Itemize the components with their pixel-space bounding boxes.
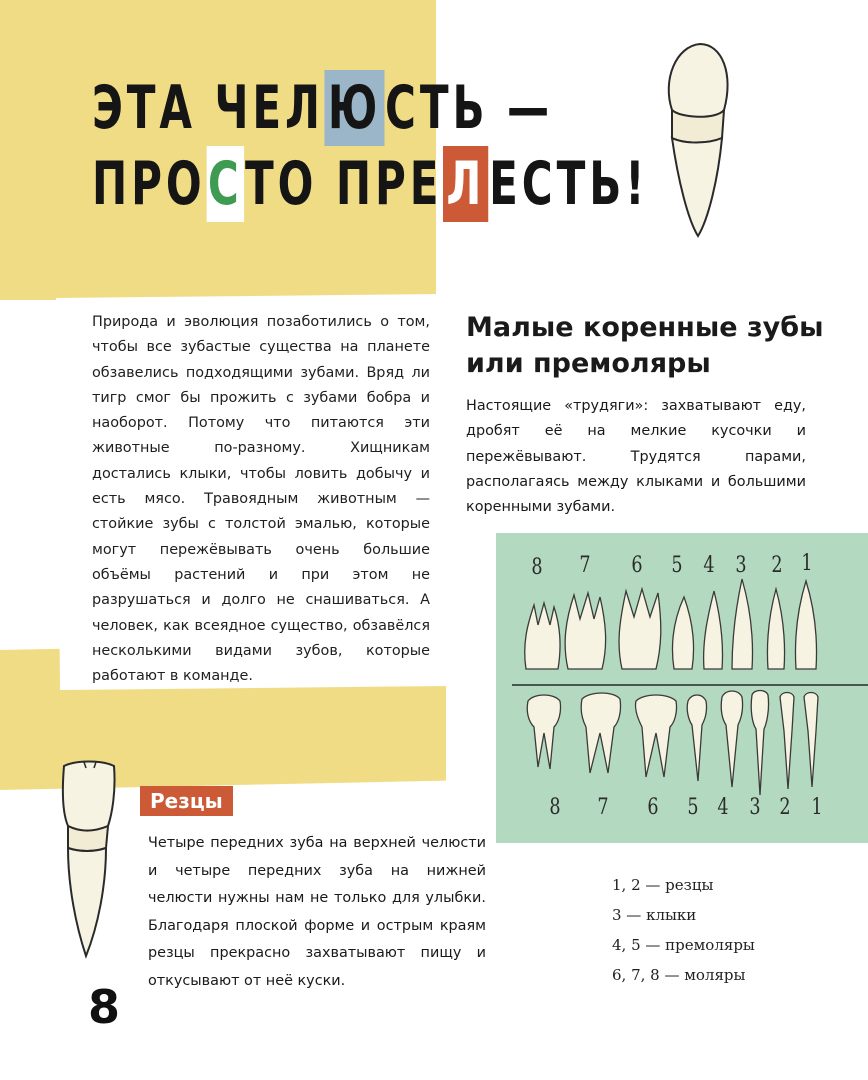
premolars-heading [466, 310, 846, 382]
legend-item: 1, 2 — резцы [612, 876, 714, 894]
title-highlight-green: С [206, 146, 244, 222]
upper-premolar-5 [672, 597, 693, 669]
title-text: ТО ПРЕ [245, 149, 443, 219]
top-number-2: 2 [771, 553, 783, 578]
upper-premolar-4 [704, 591, 723, 669]
bottom-number-4: 4 [717, 795, 729, 820]
upper-molar-7 [565, 593, 606, 669]
canine-tooth-illustration [658, 40, 738, 240]
premolars-heading-line-2: или премоляры [466, 348, 711, 379]
upper-incisor-1 [795, 581, 816, 669]
premolars-paragraph: Настоящие «трудяги»: захватывают еду, дробят её на мелкие кусочки и пережёвывают. Трудятся парами, располагаясь между клыками и большими коренными зубами. [466, 398, 806, 516]
bottom-number-6: 6 [647, 795, 659, 820]
upper-canine-3 [732, 579, 753, 669]
lower-incisor-2 [780, 693, 794, 790]
title-text: ПРО [92, 149, 206, 219]
lower-molar-7 [581, 693, 620, 773]
lower-molar-6 [635, 695, 676, 777]
title-highlight-red: Л [443, 146, 488, 222]
top-number-3: 3 [735, 553, 747, 578]
lower-molar-8 [527, 695, 560, 769]
legend-item: 4, 5 — премоляры [612, 936, 755, 954]
incisors-paragraph: Четыре передних зуба на верхней челюсти и четыре передних зуба на нижней челюсти нужны нам не только для улыбки. Благодаря плоской форме и острым краям резцы прекрасно захватывают пищу и откусывают от неё куски. [148, 835, 486, 989]
lower-incisor-1 [804, 693, 818, 788]
legend-item: 6, 7, 8 — моляры [612, 966, 746, 984]
top-number-8: 8 [531, 555, 543, 580]
bottom-number-8: 8 [549, 795, 561, 820]
page-title [92, 70, 648, 222]
bottom-number-7: 7 [597, 795, 609, 820]
incisors-badge: Резцы [140, 786, 233, 816]
title-text: СТЬ — [385, 73, 554, 143]
top-number-5: 5 [671, 553, 683, 578]
lower-premolar-5 [687, 695, 706, 781]
lower-premolar-4 [721, 691, 742, 787]
incisor-tooth-illustration [54, 756, 124, 966]
bottom-number-5: 5 [687, 795, 699, 820]
title-highlight-blue: Ю [325, 70, 385, 146]
bottom-number-3: 3 [749, 795, 761, 820]
title-text: ЕСТЬ! [489, 149, 649, 219]
lower-canine-3 [751, 691, 768, 796]
premolars-heading-line-1: Малые коренные зубы [466, 312, 824, 343]
upper-incisor-2 [767, 589, 784, 669]
top-number-6: 6 [631, 553, 643, 578]
upper-molar-8 [525, 603, 560, 669]
lower-teeth [527, 691, 818, 796]
upper-molar-6 [619, 589, 661, 669]
top-number-1: 1 [801, 551, 813, 576]
upper-teeth [525, 579, 817, 669]
legend-item: 3 — клыки [612, 906, 697, 924]
page-number: 8 [88, 980, 121, 1034]
top-number-4: 4 [703, 553, 715, 578]
title-line-2 [92, 149, 648, 219]
teeth-legend [612, 870, 755, 990]
teeth-diagram [496, 533, 868, 843]
bottom-number-1: 1 [811, 795, 823, 820]
bottom-number-2: 2 [779, 795, 791, 820]
title-text: ЭТА ЧЕЛ [92, 73, 324, 143]
title-line-1 [92, 73, 553, 143]
intro-paragraph: Природа и эволюция позаботились о том, чтобы все зубастые существа на планете обзавелись подходящими зубами. Вряд ли тигр смог бы прожить с зубами бобра и наоборот. Потому что питаются эти животные по-разному. Хищникам достались клыки, чтобы ловить добычу и есть мясо. Травоядным животным — стойкие зубы с толстой эмалью, которые могут пережёвывать очень большие объёмы растений и при этом не разрушаться и долго не снашиваться. А человек, как всеядное существо, обзавёлся несколькими видами зубов, которые работают в команде. [92, 314, 430, 685]
top-number-7: 7 [579, 553, 591, 578]
